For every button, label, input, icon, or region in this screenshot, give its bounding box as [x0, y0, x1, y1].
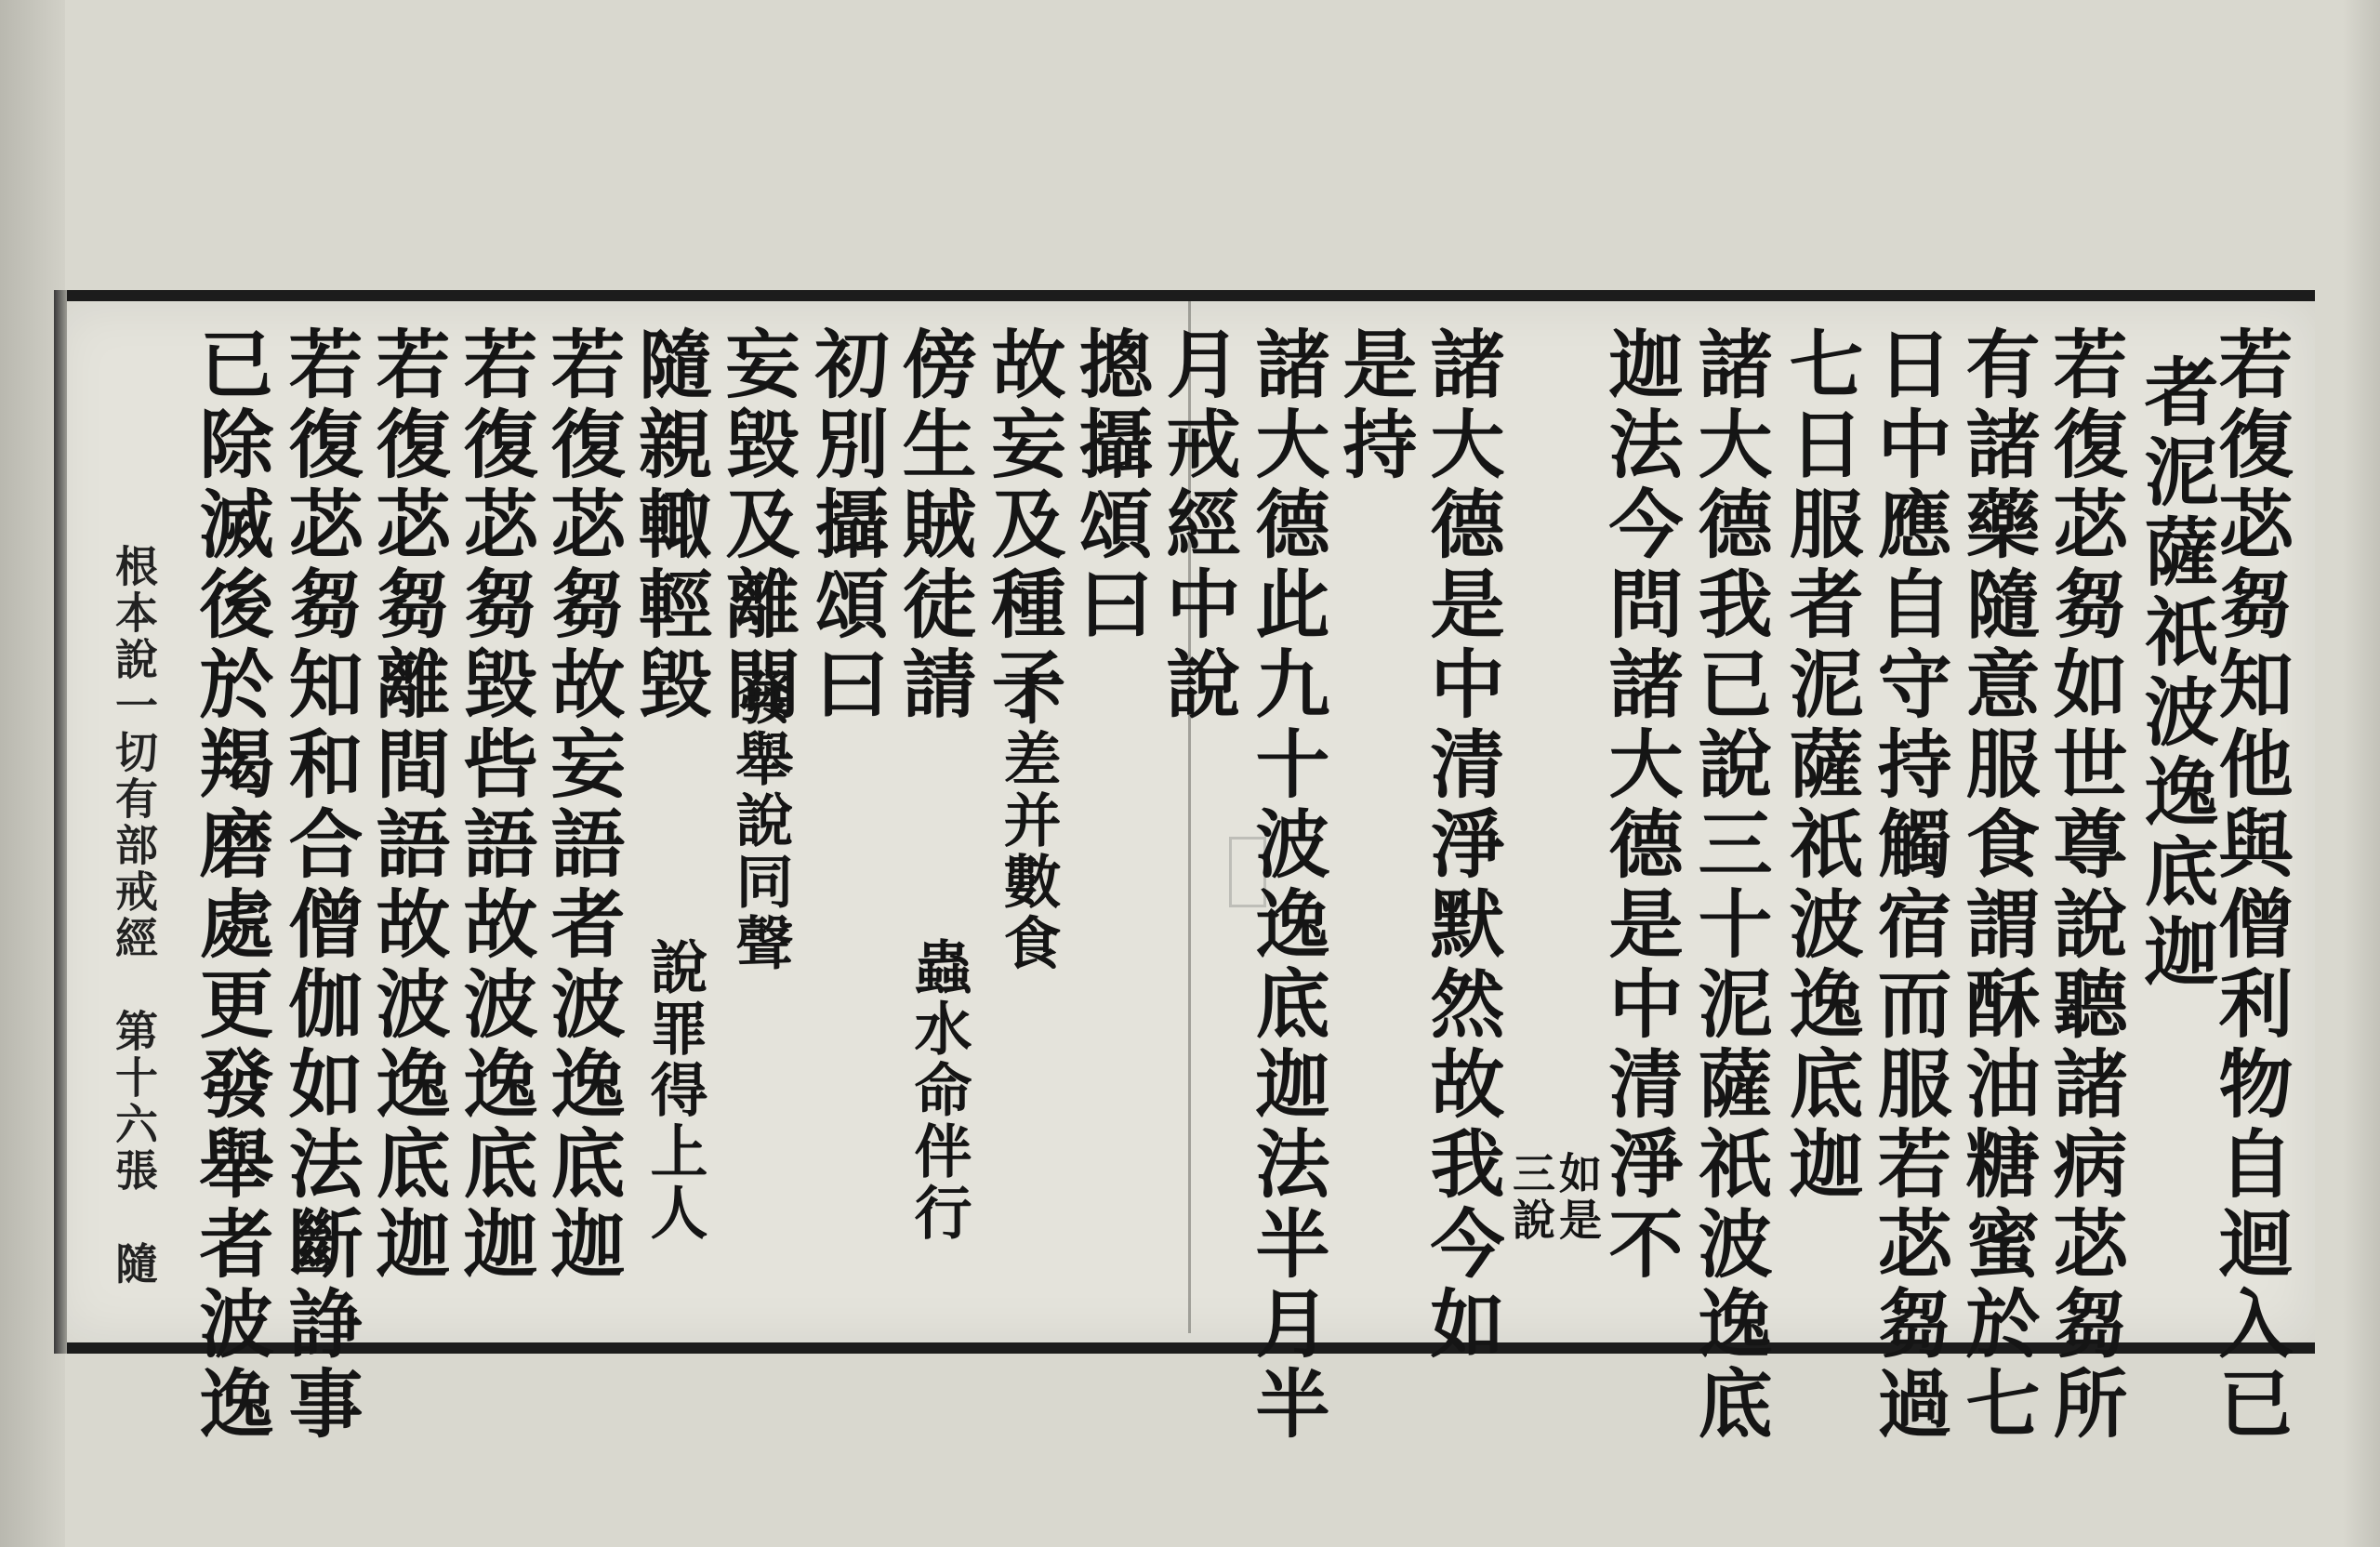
margin-title: 根本說一切有部戒經 第十六張 隨: [109, 544, 159, 1288]
text-column-9: 諸大德是中清淨默然故我今如: [1418, 325, 1505, 1365]
text-column-8: 迦法今問諸大德是中清淨不: [1596, 325, 1684, 1285]
text-column-22: 若復苾芻知和合僧伽如法斷諍事: [276, 325, 364, 1445]
text-column-3: 若復苾芻如世尊說聽諸病苾芻所: [2041, 325, 2128, 1445]
text-column-10: 是持: [1330, 325, 1418, 485]
text-column-6: 七日服者泥薩祇波逸底迦: [1777, 325, 1864, 1205]
text-column-14: 故妄及種子: [979, 325, 1066, 725]
verse-note-1b: 蟲水命伴行: [905, 937, 972, 1244]
interlinear-note-a: 如是: [1553, 1151, 1603, 1244]
text-column-16: 初別攝頌曰: [802, 325, 890, 725]
verse-note-1a: 不差并數食: [994, 668, 1062, 974]
verse-note-2a: 發舉說同聲: [726, 668, 794, 974]
text-column-11: 諸大德此九十波逸底迦法半月半: [1243, 325, 1330, 1445]
text-column-18: 隨親輙輕毀: [626, 325, 713, 725]
text-column-1: 若復苾芻知他與僧利物自迴入已: [2206, 325, 2294, 1445]
text-column-21: 若復苾芻離間語故波逸底迦: [364, 325, 451, 1285]
text-column-20: 若復苾芻毀呰語故波逸底迦: [451, 325, 538, 1285]
page-right-edge: [2343, 0, 2380, 1547]
interlinear-note-b: 三說: [1506, 1151, 1556, 1244]
text-column-13: 摠攝頌曰: [1066, 325, 1154, 645]
text-column-23: 已除滅後於羯磨處更發舉者波逸: [187, 325, 274, 1445]
text-column-15: 傍生賊徒請: [890, 325, 977, 725]
block-left-border: [54, 290, 67, 1354]
text-column-7: 諸大德我已說三十泥薩祇波逸底: [1686, 325, 1773, 1445]
text-column-4: 有諸藥隨意服食謂酥油糖蜜於七: [1953, 325, 2041, 1445]
text-column-12: 月戒經中說: [1154, 325, 1241, 725]
text-column-5: 日中應自守持觸宿而服若苾芻過: [1865, 325, 1952, 1445]
text-column-19: 若復苾芻故妄語者波逸底迦: [538, 325, 626, 1285]
verse-note-2b: 說罪得上人: [641, 937, 708, 1244]
text-column-17: 妄毀及離間: [713, 325, 800, 725]
text-column-2: 者泥薩祇波逸底迦: [2132, 353, 2219, 993]
